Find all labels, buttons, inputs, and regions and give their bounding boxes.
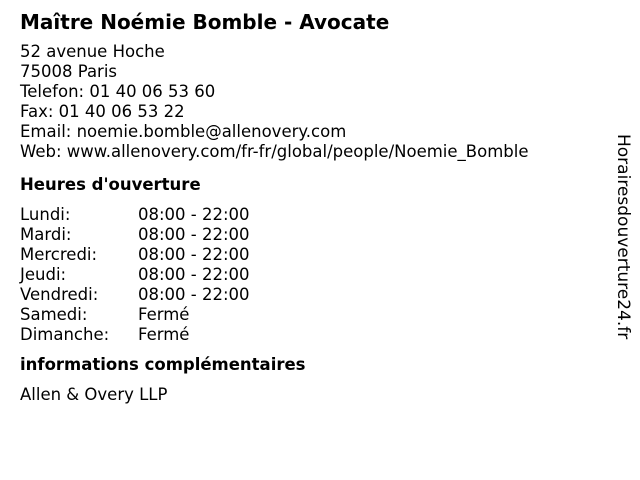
hours-row-lundi	[20, 205, 600, 225]
day-label: Mercredi:	[20, 245, 98, 264]
hours-row-dimanche	[20, 325, 600, 345]
city-postcode: 75008 Paris	[20, 62, 118, 81]
hours-value: Fermé	[138, 325, 190, 344]
email-address: Email: noemie.bomble@allenovery.com	[20, 122, 347, 141]
page-title: Maître Noémie Bomble - Avocate	[20, 10, 390, 34]
hours-value: Fermé	[138, 305, 190, 324]
hours-row-jeudi	[20, 265, 600, 285]
hours-row-vendredi	[20, 285, 600, 305]
hours-value: 08:00 - 22:00	[138, 245, 250, 264]
additional-info-heading: informations complémentaires	[20, 355, 306, 374]
hours-row-samedi	[20, 305, 600, 325]
site-watermark: Horairesdouverture24.fr	[613, 134, 633, 340]
business-card	[20, 8, 600, 405]
website-url: Web: www.allenovery.com/fr-fr/global/people/Noemie_Bomble	[20, 142, 529, 161]
day-label: Jeudi:	[20, 265, 67, 284]
hours-row-mardi	[20, 225, 600, 245]
hours-value: 08:00 - 22:00	[138, 225, 250, 244]
day-label: Mardi:	[20, 225, 72, 244]
day-label: Samedi:	[20, 305, 88, 324]
phone-number: Telefon: 01 40 06 53 60	[20, 82, 216, 101]
contact-block	[20, 42, 600, 162]
day-label: Lundi:	[20, 205, 71, 224]
hours-value: 08:00 - 22:00	[138, 265, 250, 284]
opening-hours-heading: Heures d'ouverture	[20, 175, 201, 194]
hours-value: 08:00 - 22:00	[138, 285, 250, 304]
day-label: Dimanche:	[20, 325, 110, 344]
company-name: Allen & Overy LLP	[20, 385, 168, 404]
fax-number: Fax: 01 40 06 53 22	[20, 102, 185, 121]
street-address: 52 avenue Hoche	[20, 42, 165, 61]
day-label: Vendredi:	[20, 285, 99, 304]
opening-hours-list	[20, 205, 600, 345]
hours-row-mercredi	[20, 245, 600, 265]
hours-value: 08:00 - 22:00	[138, 205, 250, 224]
